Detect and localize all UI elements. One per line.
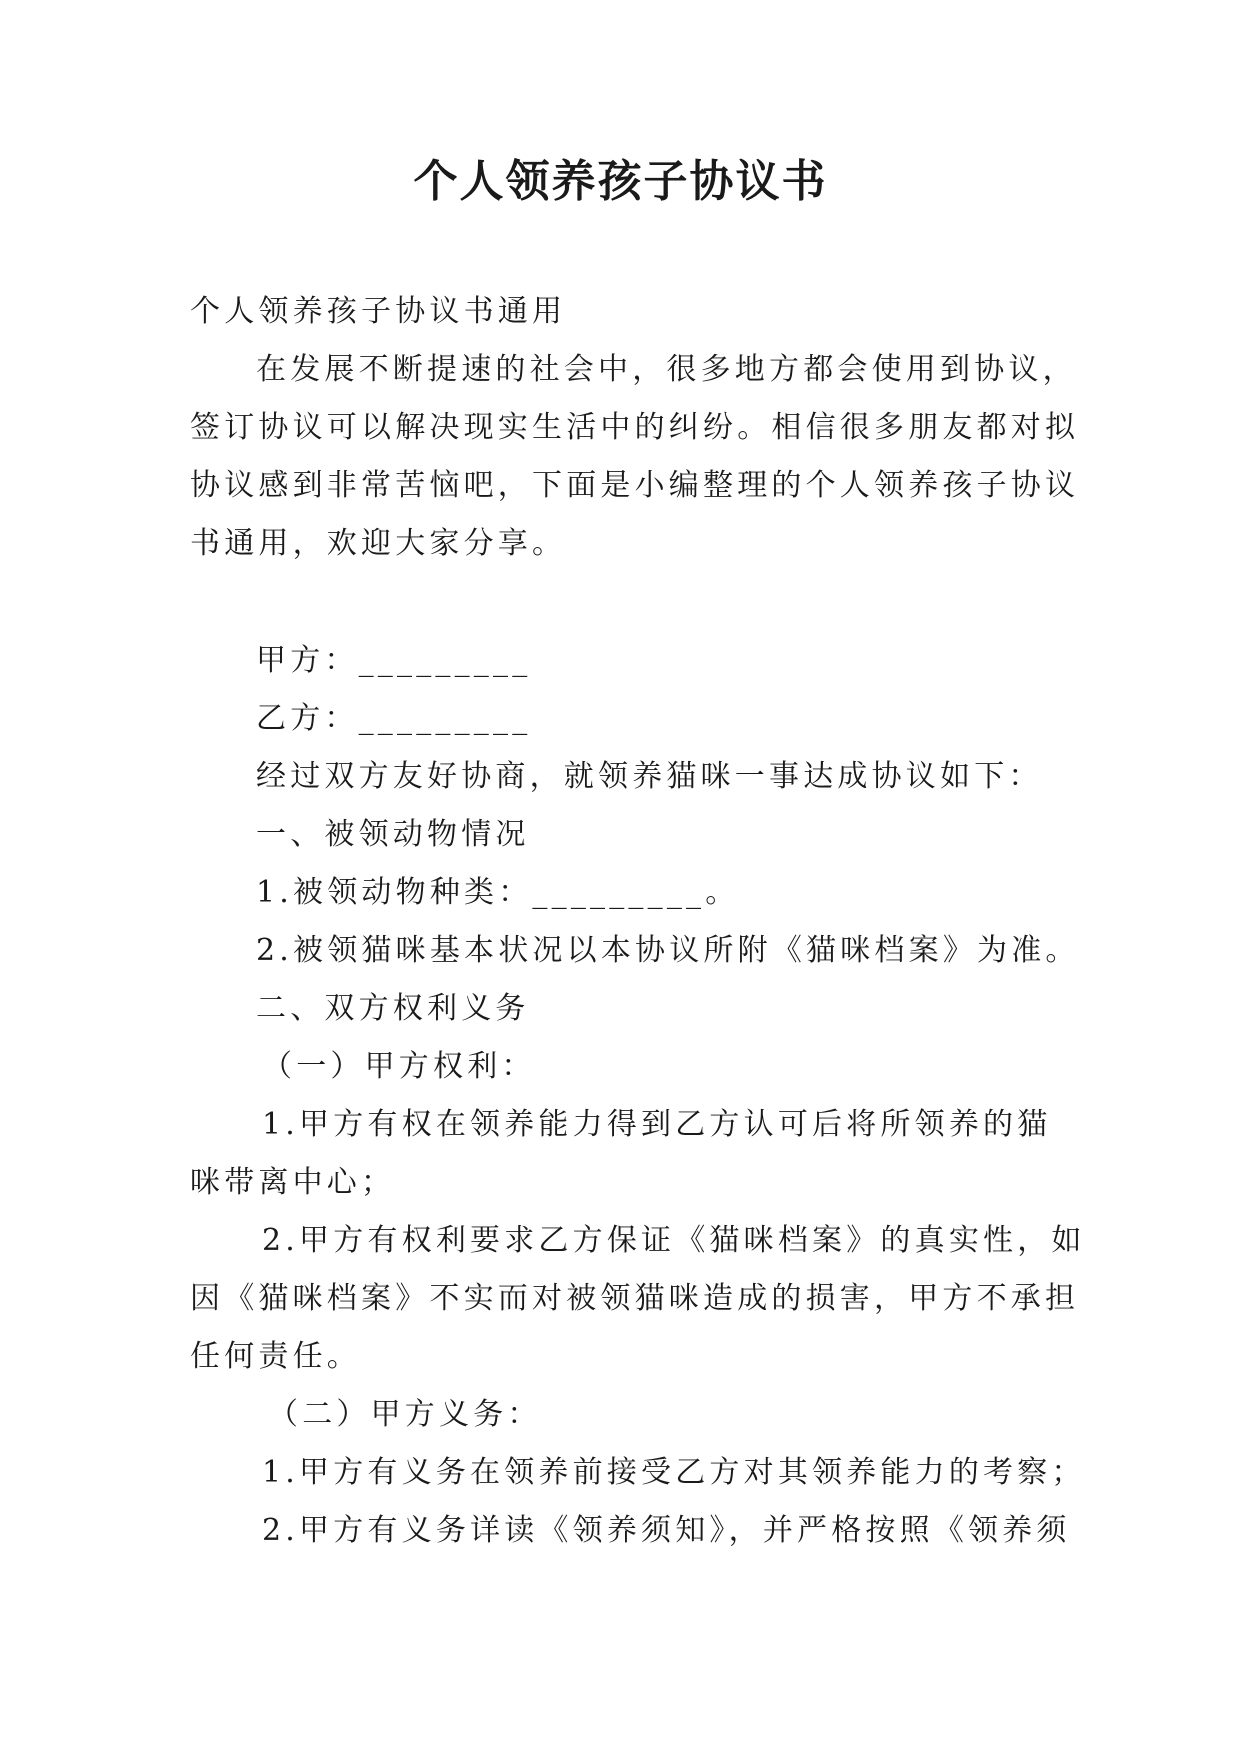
paragraph-line: 在发展不断提速的社会中，很多地方都会使用到协议， <box>256 352 1077 387</box>
paragraph-line: 1.被领动物种类：_________。 <box>256 875 740 910</box>
subtitle-line: 个人领养孩子协议书通用 <box>190 294 567 329</box>
paragraph-line: 1.甲方有义务在领养前接受乙方对其领养能力的考察； <box>262 1455 1086 1490</box>
paragraph-line: 2.甲方有权利要求乙方保证《猫咪档案》的真实性，如 <box>262 1223 1086 1258</box>
paragraph-line: 因《猫咪档案》不实而对被领猫咪造成的损害，甲方不承担 <box>190 1281 1080 1316</box>
document-title: 个人领养孩子协议书 <box>413 156 828 207</box>
paragraph-line: 书通用，欢迎大家分享。 <box>190 526 567 561</box>
paragraph-line: 签订协议可以解决现实生活中的纠纷。相信很多朋友都对拟 <box>190 410 1080 445</box>
paragraph-line: 任何责任。 <box>190 1339 361 1374</box>
paragraph-line: 1.甲方有权在领养能力得到乙方认可后将所领养的猫 <box>262 1107 1052 1142</box>
party-b-line: 乙方：_________ <box>256 701 532 736</box>
party-a-line: 甲方：_________ <box>256 643 532 678</box>
section-heading: 一、被领动物情况 <box>256 817 530 852</box>
subsection-heading: （一）甲方权利： <box>262 1049 536 1084</box>
paragraph-line: 2.甲方有义务详读《领养须知》，并严格按照《领养须 <box>262 1513 1071 1548</box>
paragraph-line: 经过双方友好协商，就领养猫咪一事达成协议如下： <box>256 759 1043 794</box>
paragraph-line: 协议感到非常苦恼吧，下面是小编整理的个人领养孩子协议 <box>190 468 1080 503</box>
paragraph-line: 2.被领猫咪基本状况以本协议所附《猫咪档案》为准。 <box>256 933 1080 968</box>
paragraph-line: 咪带离中心； <box>190 1165 396 1200</box>
subsection-heading: （二）甲方义务： <box>268 1397 542 1432</box>
section-heading: 二、双方权利义务 <box>256 991 530 1026</box>
